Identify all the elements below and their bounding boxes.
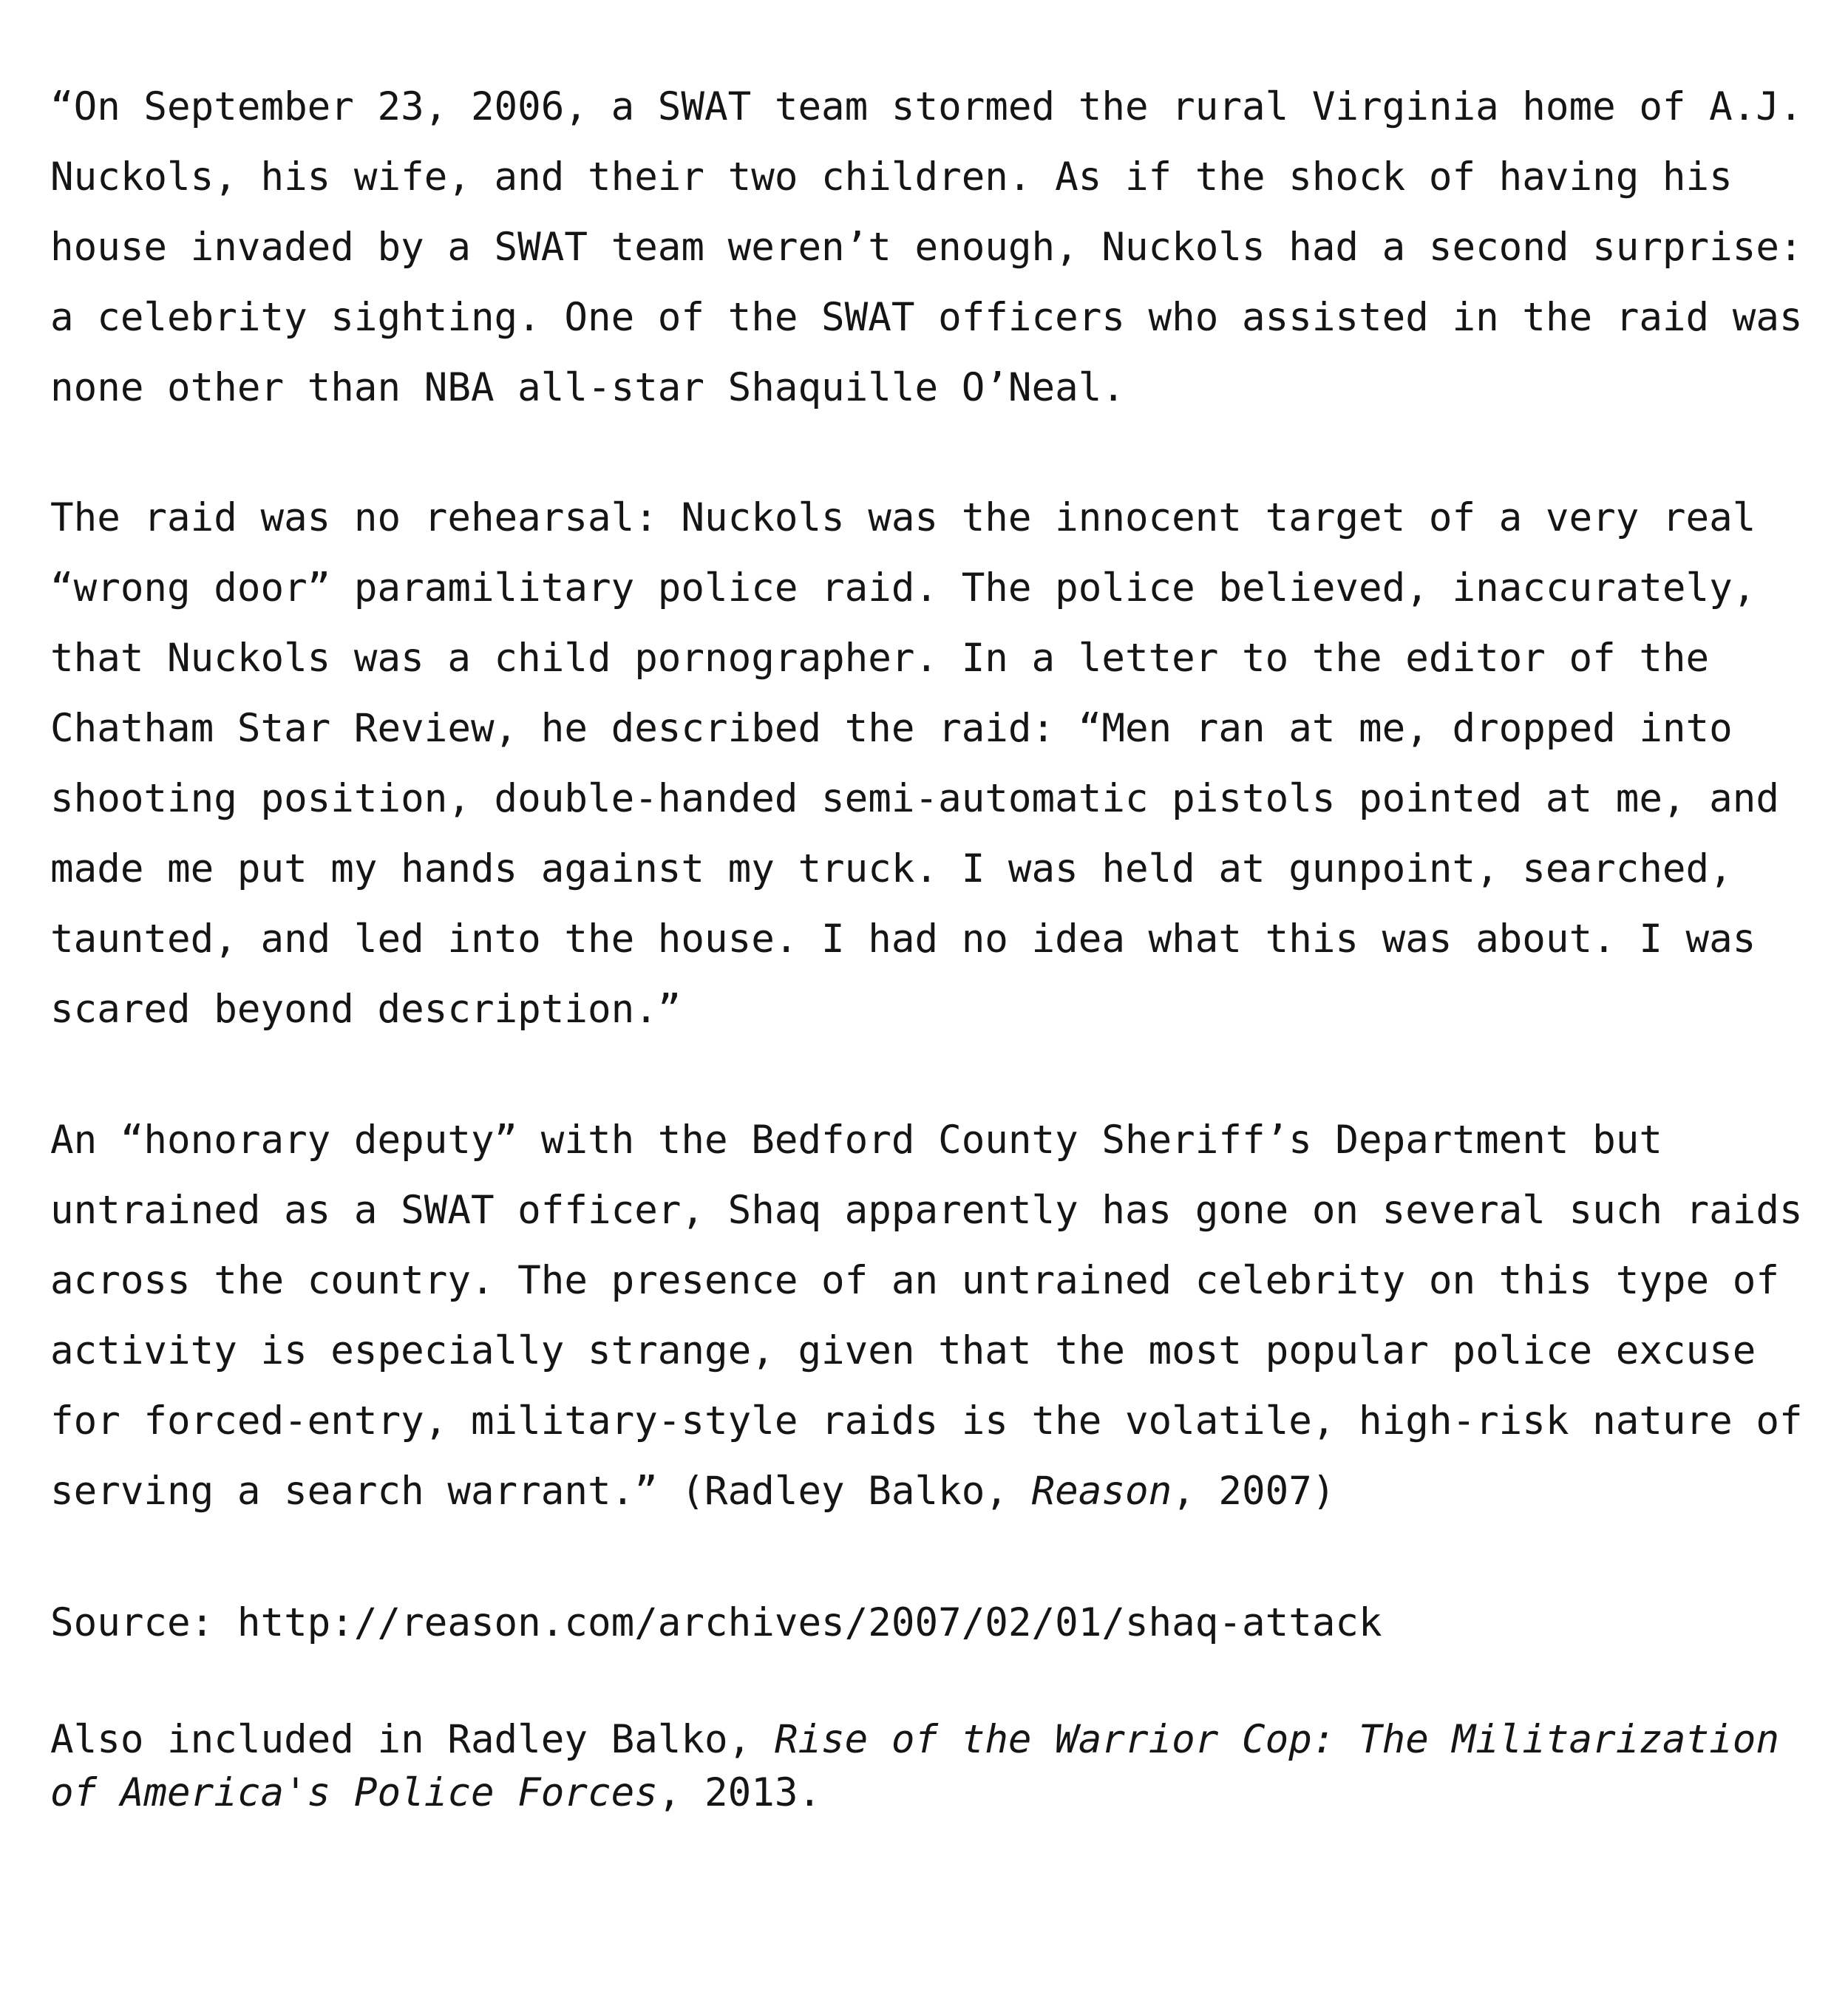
citation-prefix: serving a search warrant.” (Radley Balko, xyxy=(50,1469,1032,1514)
text-line: activity is especially strange, given that the most popular police excuse xyxy=(50,1328,1756,1373)
text-line: a celebrity sighting. One of the SWAT officers who assisted in the raid was xyxy=(50,295,1803,340)
book-title-part-1: Rise of the Warrior Cop: The Militarization xyxy=(774,1717,1779,1762)
text-line: that Nuckols was a child pornographer. In a letter to the editor of the xyxy=(50,636,1710,681)
text-line: scared beyond description.” xyxy=(50,987,682,1032)
also-included-note xyxy=(50,1713,1795,1820)
text-line: The raid was no rehearsal: Nuckols was the innocent target of a very real xyxy=(50,495,1756,540)
text-line: Chatham Star Review, he described the raid: “Men ran at me, dropped into xyxy=(50,706,1733,751)
text-line xyxy=(50,1713,1795,1767)
source-line xyxy=(50,1588,1795,1658)
text-line: none other than NBA all-star Shaquille O’Neal. xyxy=(50,365,1125,410)
text-line: taunted, and led into the house. I had no idea what this was about. I was xyxy=(50,917,1756,962)
book-title-part-2: of America's Police Forces xyxy=(50,1770,658,1815)
citation-suffix: , 2007) xyxy=(1172,1469,1336,1514)
citation-line xyxy=(50,1456,1795,1526)
note-suffix: , 2013. xyxy=(657,1770,822,1815)
citation-publication: Reason xyxy=(1031,1469,1172,1514)
text-line: “wrong door” paramilitary police raid. The police believed, inaccurately, xyxy=(50,565,1756,611)
note-prefix: Also included in Radley Balko, xyxy=(50,1717,775,1762)
text-line: An “honorary deputy” with the Bedford County Sheriff’s Department but xyxy=(50,1118,1662,1163)
paragraph-deputy xyxy=(50,1105,1803,1526)
text-line: shooting position, double-handed semi-automatic pistols pointed at me, and xyxy=(50,776,1779,821)
text-line: Nuckols, his wife, and their two children. As if the shock of having his xyxy=(50,154,1733,200)
paragraph-raid xyxy=(50,483,1795,1044)
text-line: untrained as a SWAT officer, Shaq apparently has gone on several such raids xyxy=(50,1188,1803,1233)
paragraph-intro xyxy=(50,72,1803,423)
text-line: made me put my hands against my truck. I was held at gunpoint, searched, xyxy=(50,846,1733,891)
text-line: for forced-entry, military-style raids is the volatile, high-risk nature of xyxy=(50,1398,1803,1444)
text-line xyxy=(50,1767,1795,1820)
source-text: Source: http://reason.com/archives/2007/02/01/shaq-attack xyxy=(50,1600,1382,1645)
text-line: across the country. The presence of an untrained celebrity on this type of xyxy=(50,1258,1779,1303)
text-line: house invaded by a SWAT team weren’t enough, Nuckols had a second surprise: xyxy=(50,225,1803,270)
text-line: “On September 23, 2006, a SWAT team stormed the rural Virginia home of A.J. xyxy=(50,84,1803,129)
